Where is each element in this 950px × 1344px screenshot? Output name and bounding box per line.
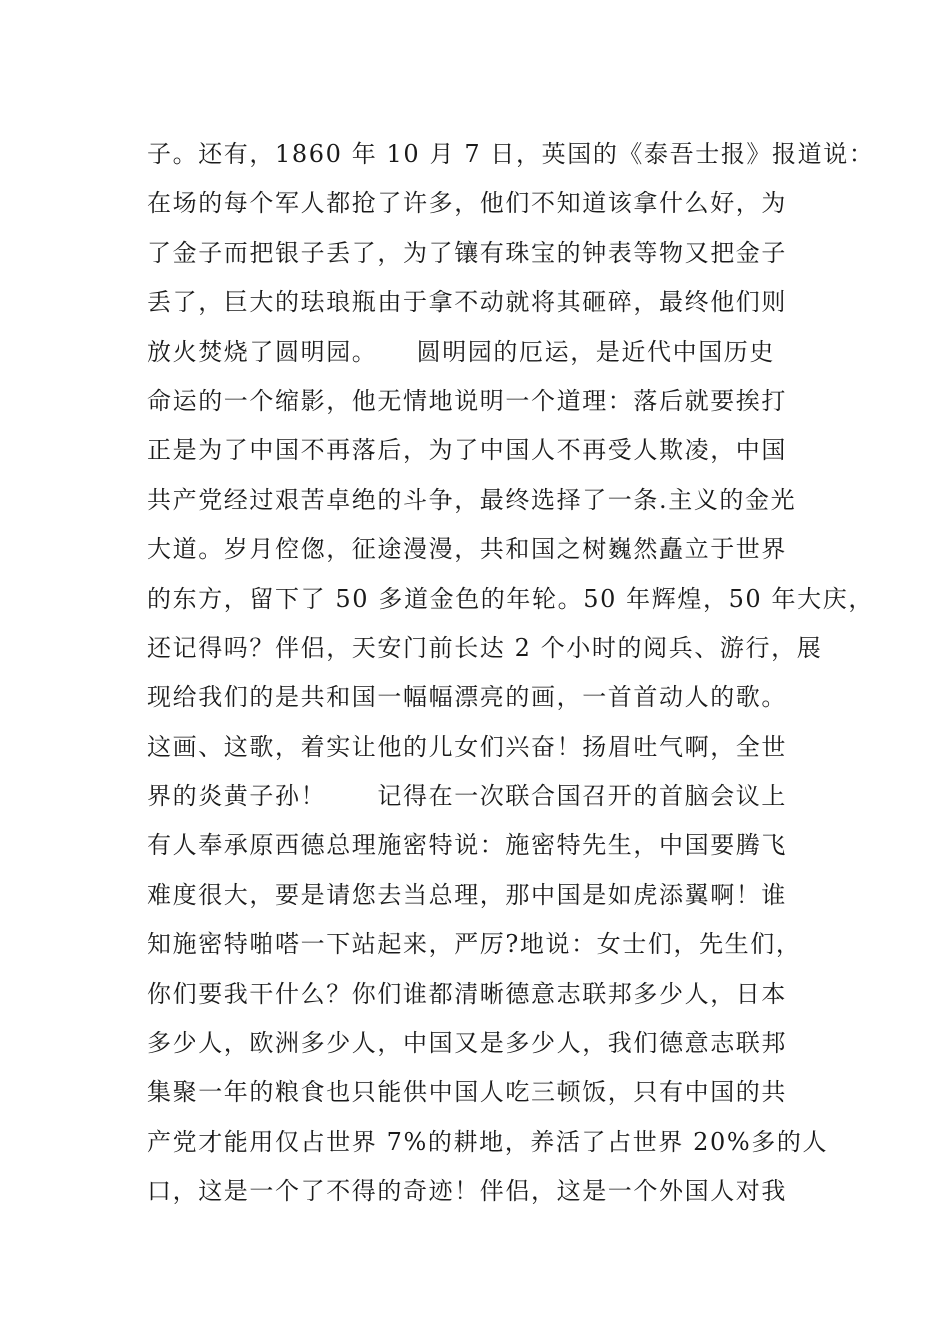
text-line: 放火焚烧了圆明园。 圆明园的厄运，是近代中国历史	[147, 337, 775, 366]
text-line: 你们要我干什么？你们谁都清晰德意志联邦多少人，日本	[147, 979, 787, 1008]
text-line: 命运的一个缩影，他无情地说明一个道理：落后就要挨打	[147, 386, 787, 415]
text-line: 大道。岁月倥偬，征途漫漫，共和国之树巍然矗立于世界	[147, 535, 787, 564]
text-line: 在场的每个军人都抢了许多，他们不知道该拿什么好，为	[147, 189, 787, 218]
text-line: 的东方，留下了 50 多道金色的年轮。50 年辉煌，50 年大庆，	[147, 584, 874, 613]
text-line: 共产党经过艰苦卓绝的斗争，最终选择了一条.主义的金光	[147, 485, 797, 514]
text-line: 产党才能用仅占世界 7%的耕地，养活了占世界 20%多的人	[147, 1127, 829, 1156]
text-line: 还记得吗？伴侣，天安门前长达 2 个小时的阅兵、游行，展	[147, 633, 823, 662]
text-line: 界的炎黄子孙！ 记得在一次联合国召开的首脑会议上	[147, 782, 787, 811]
text-line: 多少人，欧洲多少人，中国又是多少人，我们德意志联邦	[147, 1029, 787, 1058]
text-line: 现给我们的是共和国一幅幅漂亮的画，一首首动人的歌。	[147, 683, 787, 712]
text-line: 正是为了中国不再落后，为了中国人不再受人欺凌，中国	[147, 436, 787, 465]
text-line: 丢了，巨大的珐琅瓶由于拿不动就将其砸碎，最终他们则	[147, 288, 787, 317]
text-line: 了金子而把银子丢了，为了镶有珠宝的钟表等物又把金子	[147, 238, 787, 267]
text-line: 集聚一年的粮食也只能供中国人吃三顿饭，只有中国的共	[147, 1078, 787, 1107]
text-line: 口，这是一个了不得的奇迹！伴侣，这是一个外国人对我	[147, 1177, 787, 1206]
text-line: 知施密特啪嗒一下站起来，严厉?地说：女士们，先生们，	[147, 930, 802, 959]
body-text	[147, 130, 875, 1217]
text-line: 有人奉承原西德总理施密特说：施密特先生，中国要腾飞	[147, 831, 787, 860]
text-line: 难度很大，要是请您去当总理，那中国是如虎添翼啊！谁	[147, 880, 787, 909]
text-line: 这画、这歌，着实让他的儿女们兴奋！扬眉吐气啊，全世	[147, 732, 787, 761]
text-line: 子。还有，1860 年 10 月 7 日，英国的《泰吾士报》报道说：	[147, 140, 875, 168]
